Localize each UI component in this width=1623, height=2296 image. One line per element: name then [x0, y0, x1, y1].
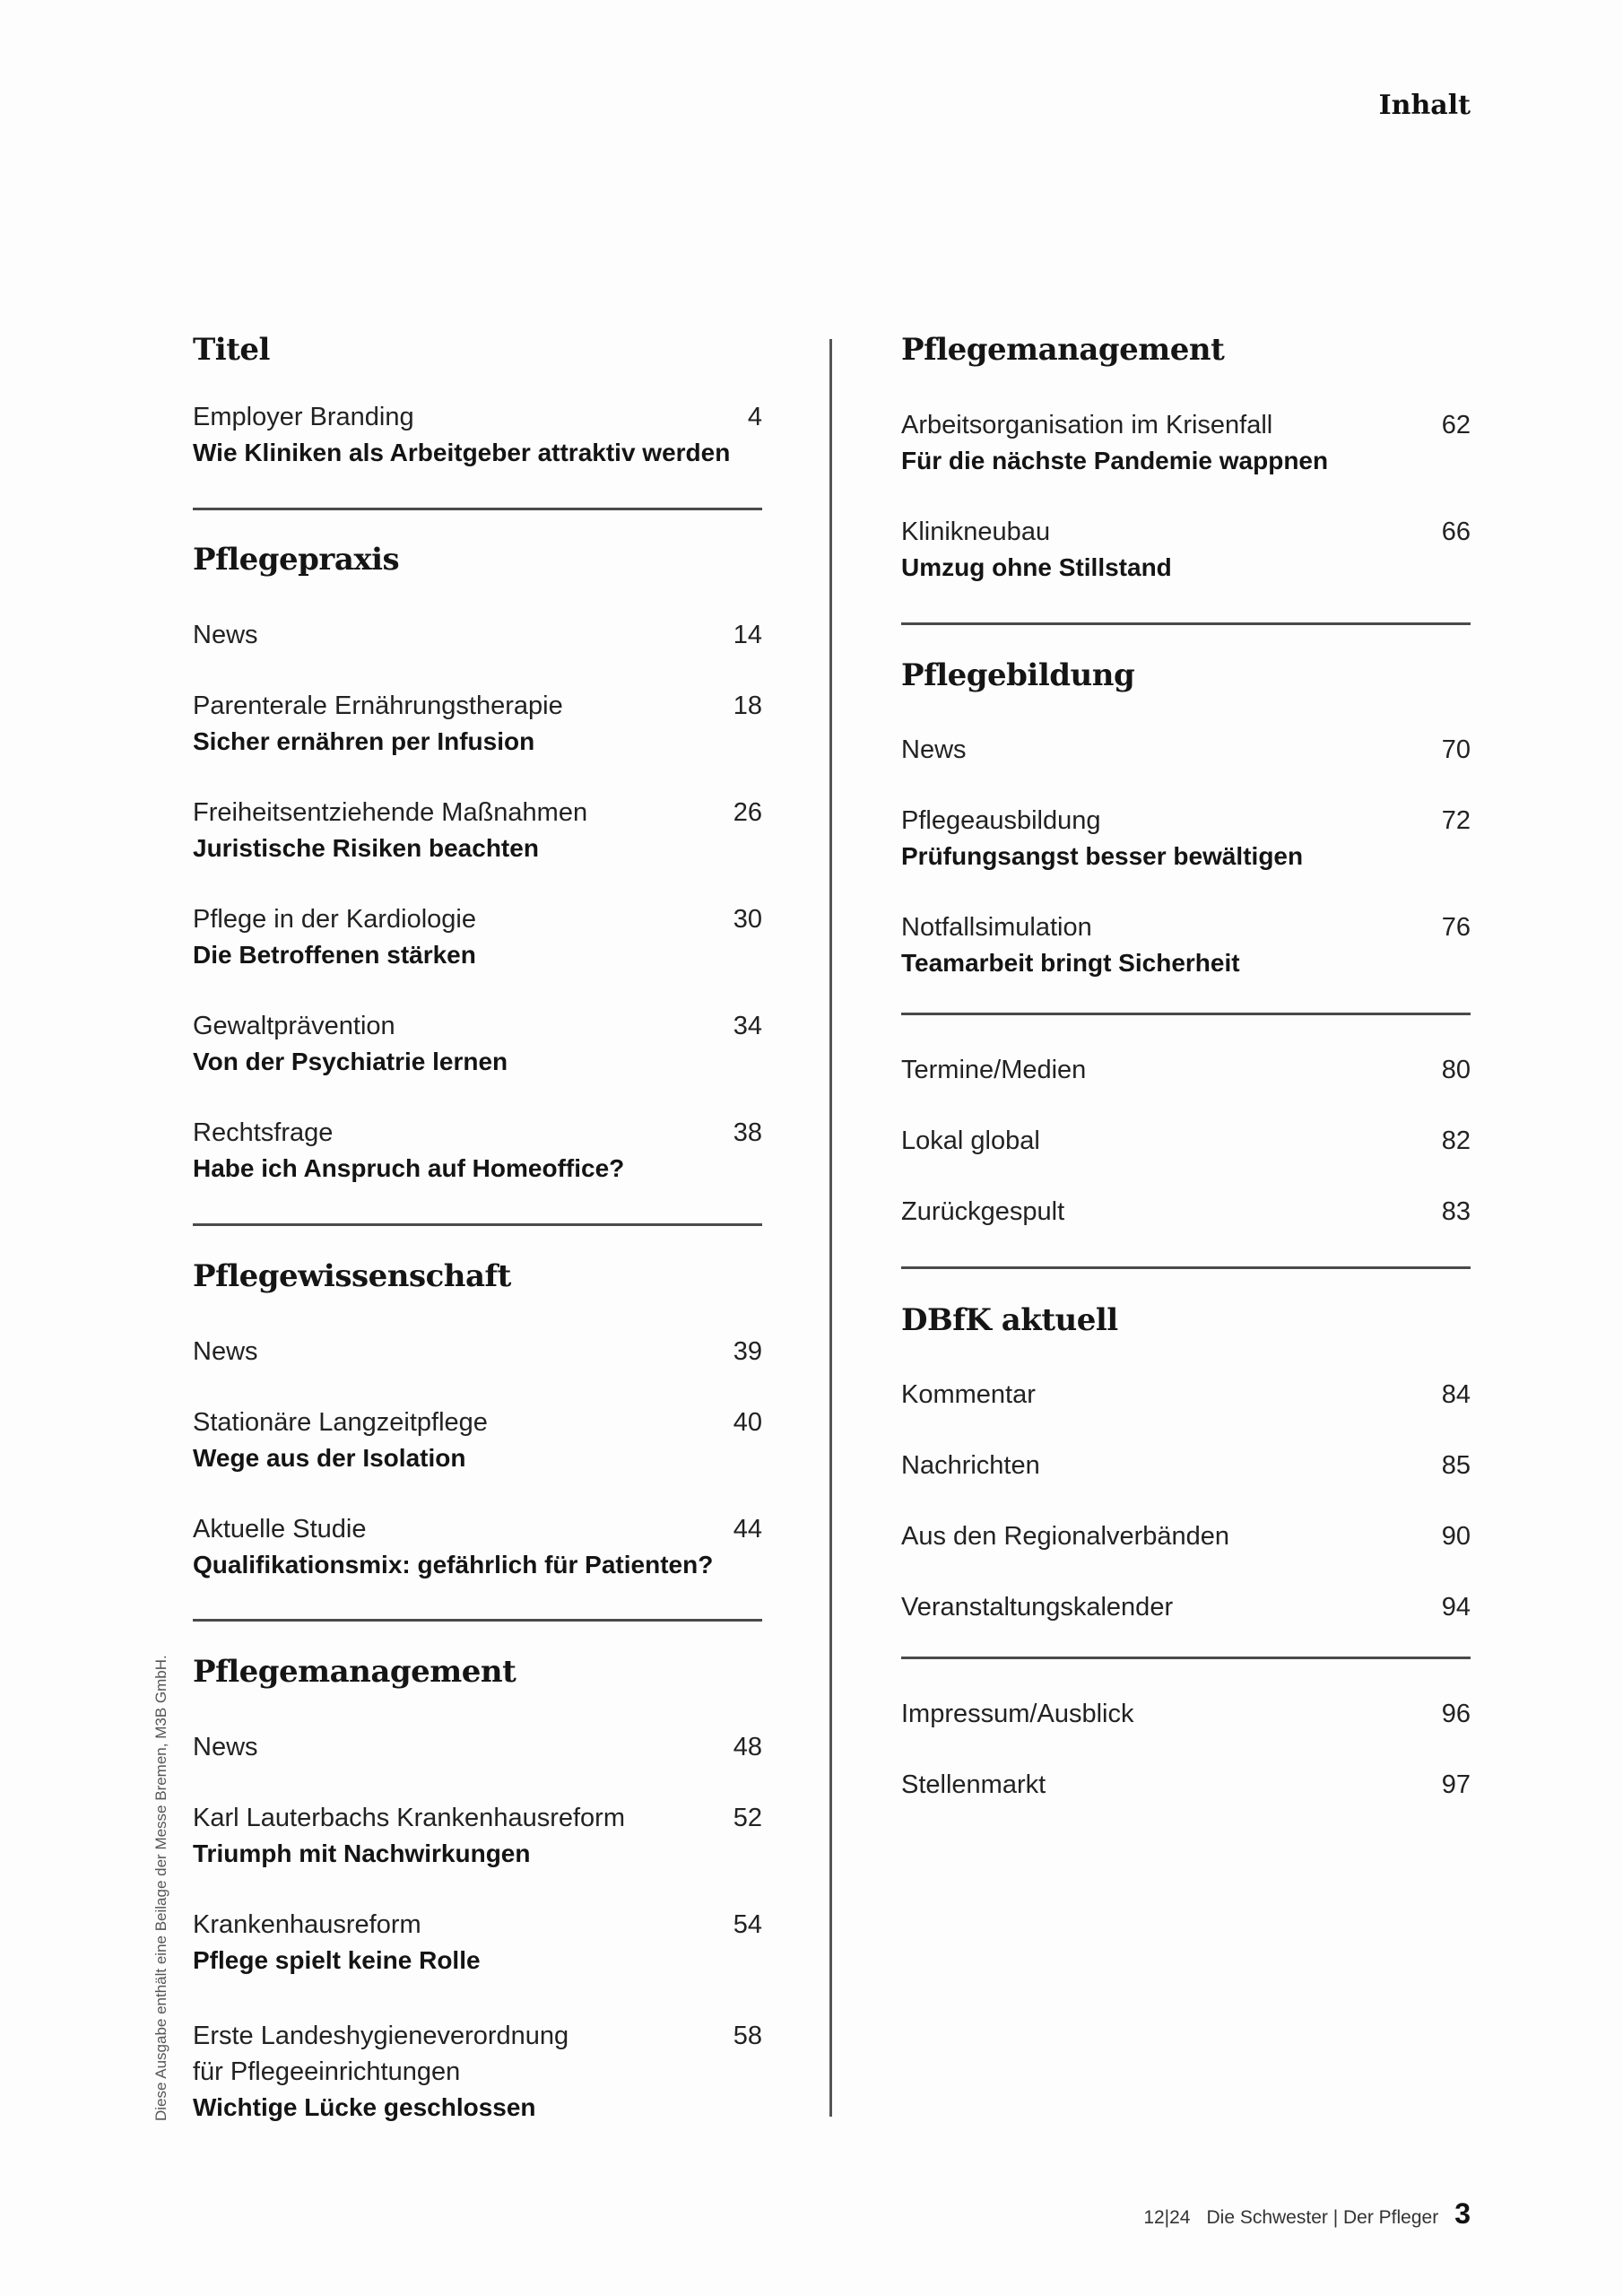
toc-entry[interactable]: [193, 1800, 762, 1872]
entry-subtitle: Für die nächste Pandemie wappnen: [901, 447, 1329, 474]
entry-subtitle: Prüfungsangst besser bewältigen: [901, 842, 1304, 870]
entry-page: 26: [733, 798, 762, 827]
toc-entry[interactable]: [193, 1729, 762, 1765]
section-rule: [901, 622, 1471, 625]
entry-label: News: [901, 735, 967, 764]
toc-entry[interactable]: [901, 1448, 1471, 1483]
entry-subtitle: Wie Kliniken als Arbeitgeber attraktiv werden: [193, 439, 731, 466]
entry-page: 39: [733, 1337, 762, 1366]
entry-subtitle: Wege aus der Isolation: [193, 1444, 466, 1472]
entry-label: Krankenhausreform: [193, 1910, 421, 1939]
entry-label: Lokal global: [901, 1126, 1040, 1155]
toc-entry[interactable]: [901, 1052, 1471, 1088]
entry-label: Nachrichten: [901, 1451, 1040, 1480]
toc-entry[interactable]: [193, 1907, 762, 1979]
section-title-pflegepraxis: Pflegepraxis: [193, 542, 400, 578]
entry-label: Notfallsimulation: [901, 913, 1092, 942]
entry-label: Termine/Medien: [901, 1056, 1087, 1084]
entry-label: Rechtsfrage: [193, 1118, 334, 1147]
toc-entry[interactable]: [901, 407, 1471, 479]
entry-page: 54: [733, 1910, 762, 1939]
entry-subtitle: Triumph mit Nachwirkungen: [193, 1839, 531, 1867]
section-title-dbfk-aktuell: DBfK aktuell: [901, 1302, 1118, 1338]
entry-label: Aus den Regionalverbänden: [901, 1522, 1229, 1551]
section-rule: [193, 1223, 762, 1226]
section-title-titel: Titel: [193, 332, 270, 368]
page-footer: [1143, 2197, 1471, 2231]
entry-label: Freiheitsentziehende Maßnahmen: [193, 798, 588, 827]
entry-label: Aktuelle Studie: [193, 1515, 367, 1544]
section-title-pflegemanagement: Pflegemanagement: [193, 1654, 516, 1690]
toc-entry[interactable]: [193, 1405, 762, 1476]
section-title-pflegemanagement: Pflegemanagement: [901, 332, 1225, 368]
entry-page: 96: [1441, 1700, 1471, 1728]
toc-entry[interactable]: [193, 1008, 762, 1080]
entry-subtitle: Pflege spielt keine Rolle: [193, 1946, 481, 1974]
entry-subtitle: Qualifikationsmix: gefährlich für Patienten?: [193, 1551, 714, 1578]
entry-label: Employer Branding: [193, 403, 414, 431]
entry-page: 62: [1441, 411, 1471, 439]
section-rule: [193, 508, 762, 510]
entry-page: 14: [733, 621, 762, 649]
toc-entry[interactable]: [193, 795, 762, 866]
entry-subtitle: Sicher ernähren per Infusion: [193, 727, 535, 755]
entry-label: Pflegeausbildung: [901, 806, 1101, 835]
page-header-title: Inhalt: [1378, 90, 1471, 121]
entry-subtitle: Die Betroffenen stärken: [193, 941, 476, 969]
section-rule: [901, 1657, 1471, 1659]
toc-entry[interactable]: [193, 617, 762, 653]
footer-issue: 12|24: [1143, 2207, 1191, 2228]
entry-page: 80: [1441, 1056, 1471, 1084]
entry-label: Stationäre Langzeitpflege: [193, 1408, 488, 1437]
entry-label: Stellenmarkt: [901, 1770, 1046, 1799]
toc-entry[interactable]: [193, 1334, 762, 1370]
entry-page: 38: [733, 1118, 762, 1147]
entry-page: 76: [1441, 913, 1471, 942]
toc-entry[interactable]: [901, 514, 1471, 586]
entry-label: Erste Landeshygieneverordnung: [193, 2022, 569, 2050]
toc-right-column: [901, 0, 1471, 2296]
entry-page: 40: [733, 1408, 762, 1437]
entry-label: Parenterale Ernährungstherapie: [193, 691, 563, 720]
entry-page: 84: [1441, 1380, 1471, 1409]
entry-page: 72: [1441, 806, 1471, 835]
toc-entry[interactable]: [901, 909, 1471, 981]
toc-entry[interactable]: [193, 901, 762, 973]
toc-entry[interactable]: [193, 399, 762, 471]
entry-page: 83: [1441, 1197, 1471, 1226]
entry-page: 97: [1441, 1770, 1471, 1799]
section-title-pflegewissenschaft: Pflegewissenschaft: [193, 1258, 511, 1294]
toc-entry[interactable]: [901, 1696, 1471, 1732]
entry-label: News: [193, 621, 258, 649]
toc-entry[interactable]: [901, 1518, 1471, 1554]
toc-entry[interactable]: [901, 1589, 1471, 1625]
entry-label: Klinikneubau: [901, 517, 1051, 546]
entry-page: 82: [1441, 1126, 1471, 1155]
entry-page: 34: [733, 1012, 762, 1040]
entry-page: 30: [733, 905, 762, 934]
entry-page: 44: [733, 1515, 762, 1544]
toc-entry[interactable]: [901, 1767, 1471, 1803]
entry-label: Zurückgespult: [901, 1197, 1065, 1226]
section-rule: [901, 1013, 1471, 1015]
entry-label: News: [193, 1337, 258, 1366]
entry-label: Arbeitsorganisation im Krisenfall: [901, 411, 1273, 439]
toc-entry[interactable]: [193, 2018, 762, 2126]
footer-publication: Die Schwester | Der Pfleger: [1206, 2207, 1439, 2228]
entry-label: Impressum/Ausblick: [901, 1700, 1134, 1728]
entry-page: 58: [733, 2022, 762, 2050]
entry-page: 85: [1441, 1451, 1471, 1480]
toc-entry[interactable]: [193, 688, 762, 760]
entry-page: 90: [1441, 1522, 1471, 1551]
entry-page: 52: [733, 1804, 762, 1832]
entry-label: Kommentar: [901, 1380, 1036, 1409]
entry-subtitle: Von der Psychiatrie lernen: [193, 1048, 508, 1075]
toc-entry[interactable]: [193, 1115, 762, 1187]
toc-left-column: [193, 0, 762, 2296]
toc-entry[interactable]: [901, 732, 1471, 768]
entry-page: 66: [1441, 517, 1471, 546]
entry-subtitle: Umzug ohne Stillstand: [901, 553, 1172, 581]
entry-page: 94: [1441, 1593, 1471, 1622]
supplement-note: Diese Ausgabe enthält eine Beilage der Messe Bremen, M3B GmbH.: [152, 1655, 169, 2121]
entry-page: 4: [747, 403, 762, 431]
section-rule: [901, 1266, 1471, 1269]
section-rule: [193, 1619, 762, 1622]
entry-subtitle: Teamarbeit bringt Sicherheit: [901, 949, 1240, 977]
entry-label: Veranstaltungskalender: [901, 1593, 1174, 1622]
entry-label: Gewaltprävention: [193, 1012, 395, 1040]
toc-entry[interactable]: [901, 1123, 1471, 1159]
section-title-pflegebildung: Pflegebildung: [901, 657, 1135, 693]
entry-label: News: [193, 1733, 258, 1761]
entry-label-continued: für Pflegeeinrichtungen: [193, 2057, 461, 2086]
entry-label: Pflege in der Kardiologie: [193, 905, 476, 934]
entry-page: 48: [733, 1733, 762, 1761]
entry-subtitle: Wichtige Lücke geschlossen: [193, 2093, 536, 2121]
footer-page-number: 3: [1454, 2197, 1471, 2230]
toc-entry[interactable]: [901, 803, 1471, 874]
entry-subtitle: Habe ich Anspruch auf Homeoffice?: [193, 1154, 625, 1182]
column-divider: [829, 339, 832, 2117]
entry-page: 70: [1441, 735, 1471, 764]
toc-entry[interactable]: [193, 1511, 762, 1583]
entry-page: 18: [733, 691, 762, 720]
entry-subtitle: Juristische Risiken beachten: [193, 834, 539, 862]
toc-entry[interactable]: [901, 1377, 1471, 1413]
toc-entry[interactable]: [901, 1194, 1471, 1230]
entry-label: Karl Lauterbachs Krankenhausreform: [193, 1804, 625, 1832]
